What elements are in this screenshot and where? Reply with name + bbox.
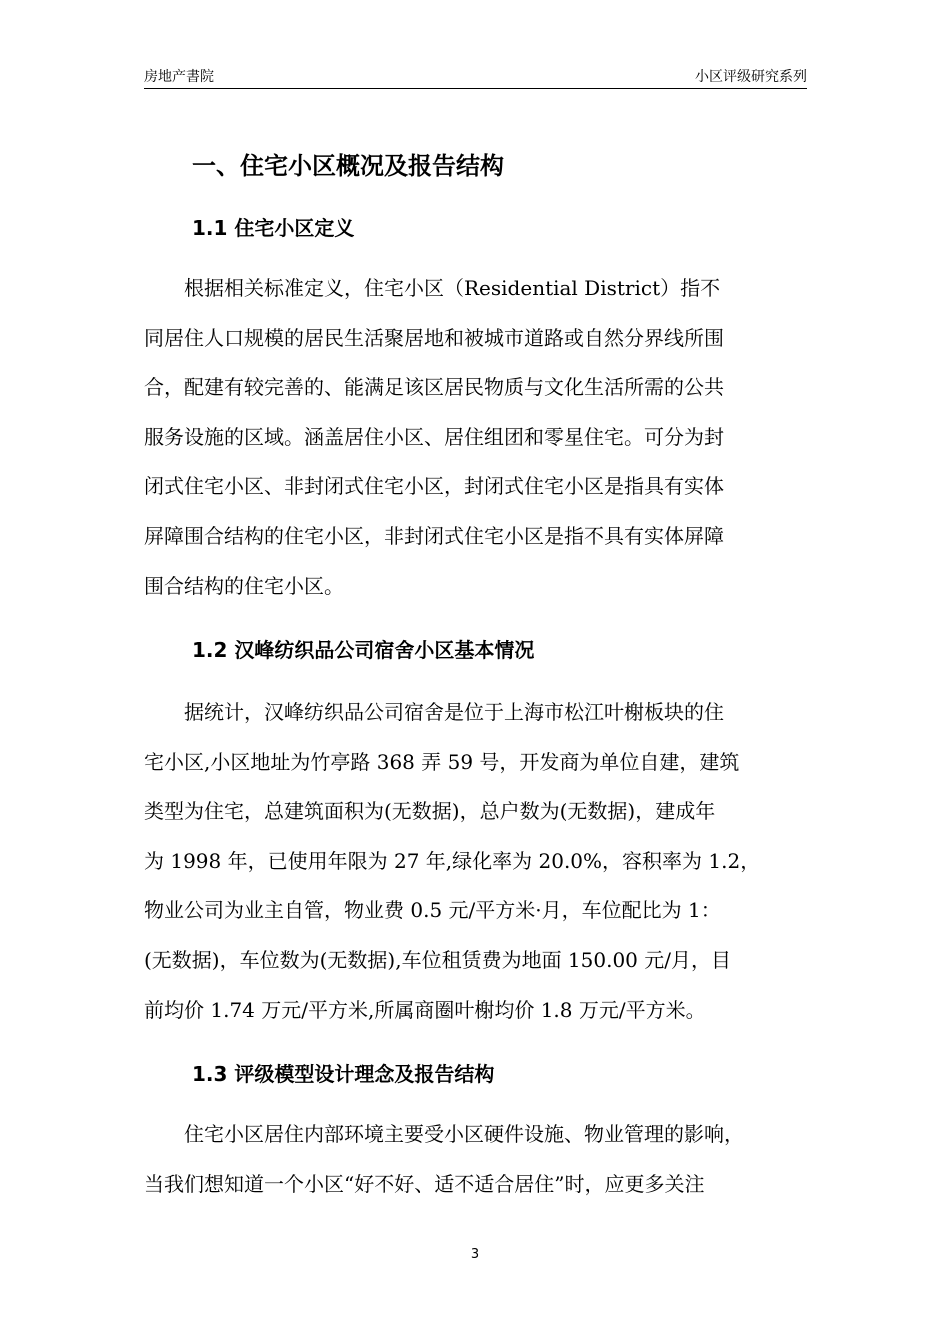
header-divider	[144, 88, 807, 89]
paragraph-line: 宅小区,小区地址为竹亭路 368 弄 59 号，开发商为单位自建，建筑	[144, 749, 740, 774]
paragraph-line: 前均价 1.74 万元/平方米,所属商圈叶榭均价 1.8 万元/平方米。	[144, 997, 706, 1022]
header-publisher: 房地产書院	[144, 69, 214, 85]
page-header	[144, 66, 807, 90]
paragraph-model-design	[144, 1110, 808, 1209]
paragraph-line: (无数据)，车位数为(无数据),车位租赁费为地面 150.00 元/月，目	[144, 947, 732, 972]
paragraph-definition	[144, 264, 808, 611]
subsection-title-1-1: 1.1 住宅小区定义	[192, 216, 355, 240]
paragraph-line: 住宅小区居住内部环境主要受小区硬件设施、物业管理的影响，	[144, 1122, 744, 1146]
paragraph-line: 物业公司为业主自管，物业费 0.5 元/平方米·月，车位配比为 1：	[144, 898, 721, 923]
paragraph-line: 同居住人口规模的居民生活聚居地和被城市道路或自然分界线所围	[144, 325, 724, 350]
paragraph-line: 据统计，汉峰纺织品公司宿舍是位于上海市松江叶榭板块的住	[144, 700, 724, 724]
header-series-title: 小区评级研究系列	[695, 69, 807, 85]
paragraph-line: 为 1998 年，已使用年限为 27 年,绿化率为 20.0%，容积率为 1.2，	[144, 848, 761, 873]
subsection-title-1-3: 1.3 评级模型设计理念及报告结构	[192, 1062, 495, 1086]
paragraph-line: 围合结构的住宅小区。	[144, 573, 344, 598]
section-title: 一、住宅小区概况及报告结构	[192, 152, 504, 180]
paragraph-line: 类型为住宅，总建筑面积为(无数据)，总户数为(无数据)，建成年	[144, 799, 716, 824]
subsection-title-1-2: 1.2 汉峰纺织品公司宿舍小区基本情况	[192, 638, 535, 662]
paragraph-line: 服务设施的区域。涵盖居住小区、居住组团和零星住宅。可分为封	[144, 424, 724, 449]
paragraph-line: 闭式住宅小区、非封闭式住宅小区，封闭式住宅小区是指具有实体	[144, 474, 724, 499]
paragraph-line: 根据相关标准定义，住宅小区（Residential District）指不	[144, 276, 721, 300]
page-number: 3	[470, 1247, 480, 1262]
paragraph-line: 屏障围合结构的住宅小区，非封闭式住宅小区是指不具有实体屏障	[144, 523, 724, 548]
paragraph-line: 合，配建有较完善的、能满足该区居民物质与文化生活所需的公共	[144, 375, 724, 400]
paragraph-basic-info	[144, 688, 808, 1035]
paragraph-line: 当我们想知道一个小区“好不好、适不适合居住”时，应更多关注	[144, 1171, 705, 1196]
